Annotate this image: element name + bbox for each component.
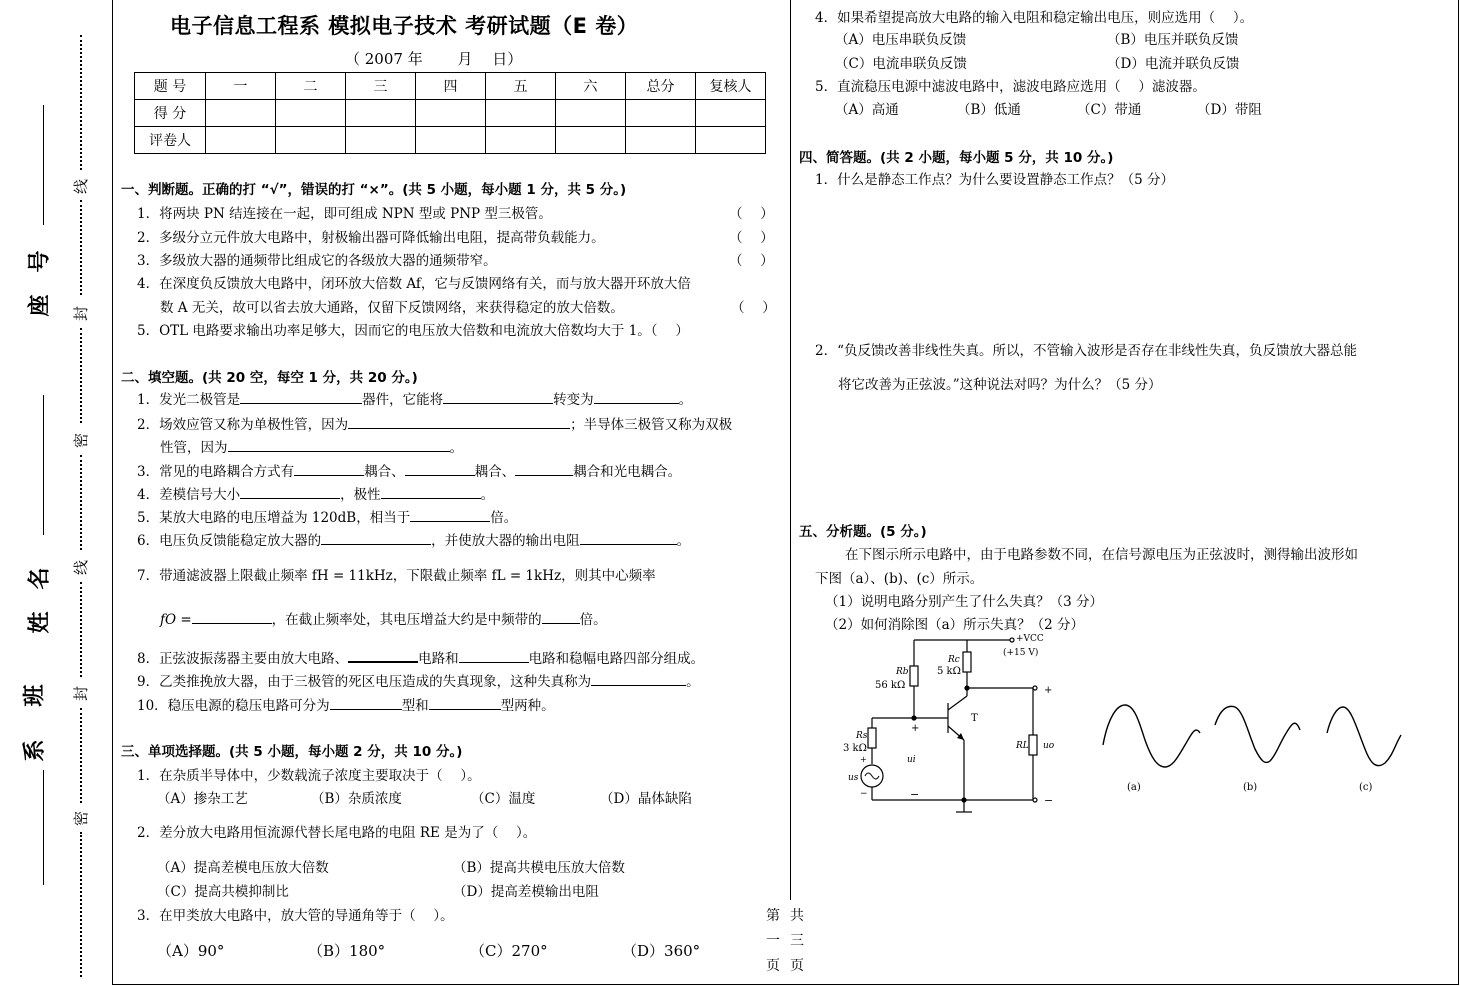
grader-row-label: 评卷人 (135, 127, 206, 154)
score-header-row (135, 73, 766, 100)
score-header-cell: 总分 (626, 73, 696, 100)
binding-secret-mark-1: 密 (72, 432, 91, 449)
dotted-line-3 (80, 328, 82, 423)
s1-q4-line1: 4．在深度负反馈放大电路中，闭环放大倍数 Af，它与反馈网络有关，而与放大器开环放大倍 (137, 276, 691, 292)
score-cell[interactable] (346, 100, 416, 127)
s3-q3: 3．在甲类放大电路中，放大管的导通角等于（ ）。 (137, 908, 454, 924)
page-no-c2-2: 三 (790, 933, 804, 949)
waveform-c (1327, 707, 1401, 766)
circuit-ui-label: ui (907, 755, 916, 765)
score-cell[interactable] (206, 100, 276, 127)
s2-q4-period: 。 (480, 487, 495, 503)
s3-q5: 5．直流稳压电源中滤波电路中，滤波电路应选用（ ）滤波器。 (815, 79, 1206, 95)
s2-q8-text-a: 8．正弦波振荡器主要由放大电路、 (137, 651, 349, 667)
binding-seal-mark-2: 封 (72, 685, 91, 702)
s2-q5-text-a: 5．某放大电路的电压增益为 120dB，相当于 (137, 510, 411, 526)
s1-q5: 5．OTL 电路要求输出功率足够大，因而它的电压放大倍数和电流放大倍数均大于 1。（ ） (137, 323, 689, 339)
s2-q7-text-b: fO = (160, 612, 192, 628)
s2-q3-blank-3[interactable] (515, 461, 573, 476)
s2-q9-period: 。 (686, 674, 700, 690)
score-header-cell: 二 (276, 73, 346, 100)
s5-paragraph-2: 下图（a）、(b)、(c）所示。 (815, 571, 984, 587)
score-header-cell: 一 (206, 73, 276, 100)
s3-q3-opt-c[interactable]: （C）270° (470, 942, 548, 960)
score-cell[interactable] (416, 100, 486, 127)
score-row (135, 100, 766, 127)
circuit-uo-label: uo (1043, 741, 1055, 751)
page-no-c1-2: 一 (766, 933, 780, 949)
binding-line-mark-2: 线 (72, 559, 91, 576)
grader-cell[interactable] (416, 127, 486, 154)
s2-q7-blank-1[interactable] (192, 609, 272, 624)
circuit-uo-minus: − (1044, 794, 1054, 807)
s2-q4-text-a: 4．差模信号大小 (137, 487, 241, 503)
s2-q1-period: 。 (678, 392, 693, 408)
grader-cell[interactable] (276, 127, 346, 154)
s3-q5-opt-d[interactable]: （D）带阻 (1197, 102, 1262, 118)
circuit-ui-plus: + (911, 723, 920, 734)
s3-q3-opt-a[interactable]: （A）90° (157, 942, 225, 960)
grader-cell[interactable] (626, 127, 696, 154)
s2-q4-blank-2[interactable] (381, 484, 481, 499)
s3-q5-opt-b[interactable]: （B）低通 (957, 102, 1021, 118)
s3-q1-opt-d[interactable]: （D）晶体缺陷 (600, 791, 692, 807)
s2-q1-text-c: 转变为 (553, 392, 594, 408)
s1-q1: 1．将两块 PN 结连接在一起，即可组成 NPN 型或 PNP 型三极管。 (137, 206, 552, 222)
circuit-ui-minus: − (910, 788, 920, 801)
dotted-line-top (80, 35, 82, 170)
s2-q1-blank-1[interactable] (240, 389, 362, 404)
score-header-cell: 四 (416, 73, 486, 100)
s4-q1: 1．什么是静态工作点？为什么要设置静态工作点？（5 分） (815, 172, 1174, 188)
circuit-us-minus: − (860, 789, 868, 799)
waveform-b (1215, 706, 1300, 762)
column-divider (790, 0, 791, 900)
binding-secret-mark-2: 密 (72, 810, 91, 827)
s2-q3-text-c: 耦合、 (474, 464, 516, 480)
s2-q6-text-b: ，并使放大器的输出电阻 (431, 533, 580, 549)
circuit-rc-label: Rc (948, 655, 960, 665)
dept-label: 系 (22, 739, 48, 762)
score-header-cell: 六 (556, 73, 626, 100)
s1-q1-answer[interactable]: （ ） (729, 206, 774, 222)
dotted-line-5 (80, 582, 82, 677)
s1-q4-answer[interactable]: （ ） (731, 300, 776, 316)
s3-q3-opt-b[interactable]: （B）180° (308, 942, 386, 960)
s2-q8-blank-2[interactable] (459, 648, 529, 663)
score-header-cell: 五 (486, 73, 556, 100)
s2-q9-blank[interactable] (591, 671, 686, 686)
s2-q8 (137, 647, 704, 667)
score-cell[interactable] (486, 100, 556, 127)
s2-q3-text-b: 耦合、 (364, 464, 405, 480)
s2-q5-text-b: 倍。 (490, 510, 518, 526)
circuit-rc-value: 5 kΩ (937, 666, 961, 677)
s3-q2-opt-a[interactable]: （A）提高差模电压放大倍数 (157, 860, 329, 876)
s3-q1-opt-b[interactable]: （B）杂质浓度 (311, 791, 402, 807)
s3-q2: 2．差分放大电路用恒流源代替长尾电路的电阻 RE 是为了（ ）。 (137, 825, 537, 841)
s2-q3-text-d: 耦合和光电耦合。 (573, 464, 682, 480)
s2-q9-text-a: 9．乙类推挽放大器，由于三极管的死区电压造成的失真现象，这种失真称为 (137, 674, 592, 690)
waveform-a (1103, 705, 1200, 767)
score-cell[interactable] (626, 100, 696, 127)
score-cell[interactable] (556, 100, 626, 127)
dept-underline (43, 770, 44, 885)
s2-q1-text-a: 1．发光二极管是 (137, 392, 241, 408)
section2-title: 二、填空题。(共 20 空，每空 1 分，共 20 分。) (121, 370, 418, 386)
circuit-us-label: us (848, 773, 859, 783)
s2-q2-text-a: 2．场效应管又称为单极性管，因为 (137, 417, 349, 433)
section1-title: 一、判断题。正确的打 “√”，错误的打 “×”。(共 5 小题，每小题 1 分，共 5 分。) (121, 182, 627, 198)
s3-q2-opt-b[interactable]: （B）提高共模电压放大倍数 (453, 860, 625, 876)
s4-q2-line1: 2．“负反馈改善非线性失真。所以，不管输入波形是否存在非线性失真，负反馈放大器总能 (815, 343, 1357, 359)
exam-date: （ 2007 年 月 日） (345, 50, 523, 68)
s2-q2-blank-2[interactable] (228, 437, 450, 452)
section3-title: 三、单项选择题。(共 5 小题，每小题 2 分，共 10 分。) (121, 744, 463, 760)
s2-q6-text-a: 6．电压负反馈能稳定放大器的 (137, 533, 322, 549)
dotted-line-4 (80, 455, 82, 550)
s2-q10-text-a: 10．稳压电源的稳压电路可分为 (137, 698, 330, 714)
s3-q5-opt-c[interactable]: （C）带通 (1077, 102, 1142, 118)
binding-seal-mark-1: 封 (72, 305, 91, 322)
s2-q7-blank-2[interactable] (542, 609, 580, 624)
circuit-uo-plus: + (1044, 685, 1053, 696)
binding-margin (0, 0, 112, 986)
exam-title: 电子信息工程系 模拟电子技术 考研试题（E 卷） (170, 14, 639, 38)
s2-q8-text-b: 电路和 (418, 651, 459, 667)
circuit-rb-value: 56 kΩ (875, 680, 906, 691)
dotted-line-bottom (80, 832, 82, 977)
s1-q2-answer[interactable]: （ ） (729, 230, 774, 246)
name-label: 姓 名 (27, 567, 53, 634)
grader-cell[interactable] (206, 127, 276, 154)
dotted-line-2 (80, 200, 82, 295)
s3-q4-opt-a[interactable]: （A）电压串联负反馈 (835, 32, 967, 48)
score-table (134, 72, 766, 154)
s2-q2-cont (160, 436, 463, 456)
s2-q6 (137, 529, 690, 549)
page-no-c1-3: 页 (766, 958, 780, 974)
circuit-vcc-label: +VCC (1016, 634, 1044, 644)
s2-q10-blank-1[interactable] (330, 695, 402, 710)
score-header-cell: 三 (346, 73, 416, 100)
s3-q2-opt-d[interactable]: （D）提高差模输出电阻 (453, 884, 599, 900)
s3-q4-opt-d[interactable]: （D）电流并联负反馈 (1107, 56, 1240, 72)
grader-cell[interactable] (486, 127, 556, 154)
output-waveforms (1095, 695, 1415, 800)
s3-q4: 4．如果希望提高放大电路的输入电阻和稳定输出电压，则应选用（ ）。 (815, 10, 1254, 26)
s2-q6-period: 。 (676, 533, 691, 549)
s2-q10 (137, 694, 555, 714)
circuit-vcc-value: (+15 V) (1003, 648, 1039, 658)
score-cell[interactable] (276, 100, 346, 127)
score-header-cell: 复核人 (696, 73, 766, 100)
s2-q5 (137, 506, 517, 526)
s1-q2: 2．多级分立元件放大电路中，射极输出器可降低输出电阻，提高带负载能力。 (137, 230, 605, 246)
s2-q3-blank-1[interactable] (294, 461, 364, 476)
page-no-c2-1: 共 (790, 908, 804, 924)
s3-q4-opt-c[interactable]: （C）电流串联负反馈 (835, 56, 967, 72)
s2-q8-text-c: 电路和稳幅电路四部分组成。 (528, 651, 705, 667)
seat-label: 座 号 (27, 250, 53, 317)
grader-row (135, 127, 766, 154)
s3-q1: 1．在杂质半导体中，少数载流子浓度主要取决于（ ）。 (137, 768, 481, 784)
s2-q2-blank-1[interactable] (348, 414, 570, 429)
amplifier-circuit (840, 630, 1070, 820)
waveform-label-b: (b) (1243, 782, 1258, 793)
seat-underline (43, 105, 44, 225)
s3-q2-opt-c[interactable]: （C）提高共模抑制比 (157, 884, 289, 900)
s1-q4-line2: 数 A 无关，故可以省去放大通路，仅留下反馈网络，来获得稳定的放大倍数。 (160, 300, 624, 316)
section4-title: 四、简答题。(共 2 小题，每小题 5 分，共 10 分。) (799, 150, 1114, 166)
s2-q2-text-c: 性管，因为 (160, 440, 228, 456)
s2-q10-blank-2[interactable] (429, 695, 501, 710)
s4-q2-line2: 将它改善为正弦波。”这种说法对吗？为什么？（5 分） (838, 377, 1162, 393)
waveform-label-a: (a) (1127, 782, 1141, 793)
s2-q10-text-b: 型和 (401, 698, 429, 714)
s2-q7-text-d: 倍。 (579, 612, 607, 628)
s2-q6-blank-1[interactable] (321, 530, 431, 545)
s2-q6-blank-2[interactable] (580, 530, 677, 545)
s2-q3 (137, 460, 681, 480)
s5-paragraph-1: 在下图示所示电路中，由于电路参数不同，在信号源电压为正弦波时，测得输出波形如 (845, 547, 1358, 563)
circuit-transistor-label: T (971, 713, 978, 724)
s2-q2 (137, 413, 732, 433)
dotted-line-6 (80, 708, 82, 803)
circuit-rl-label: RL (1016, 741, 1029, 751)
page-no-c2-3: 页 (790, 958, 804, 974)
binding-line-mark-1: 线 (72, 178, 91, 195)
s3-q4-opt-b[interactable]: （B）电压并联负反馈 (1107, 32, 1239, 48)
s2-q4-text-b: ，极性 (340, 487, 381, 503)
score-header-cell: 题 号 (135, 73, 206, 100)
s2-q5-blank[interactable] (410, 507, 490, 522)
s3-q1-opt-a[interactable]: （A）掺杂工艺 (157, 791, 248, 807)
s5-q1: （1）说明电路分别产生了什么失真？（3 分） (825, 594, 1103, 610)
grader-cell[interactable] (556, 127, 626, 154)
name-underline (43, 395, 44, 535)
s1-q3: 3．多级放大器的通频带比组成它的各级放大器的通频带窄。 (137, 253, 497, 269)
s4-q1-answer-area[interactable] (815, 190, 1445, 330)
circuit-rs-value: 3 kΩ (843, 743, 867, 754)
class-label: 班 (22, 684, 48, 707)
s2-q4 (137, 483, 494, 503)
s2-q1-text-b: 器件，它能将 (362, 392, 444, 408)
s2-q3-blank-2[interactable] (405, 461, 475, 476)
page-no-c1-1: 第 (766, 908, 780, 924)
s2-q2-period: 。 (449, 440, 463, 456)
s5-q2: （2）如何消除图（a）所示失真？（2 分） (825, 617, 1085, 633)
s2-q9 (137, 670, 700, 690)
waveform-label-c: (c) (1359, 782, 1373, 793)
grader-cell[interactable] (696, 127, 766, 154)
s2-q8-blank-1[interactable] (348, 647, 418, 663)
s3-q5-opt-a[interactable]: （A）高通 (835, 102, 899, 118)
s2-q2-text-b: ；半导体三极管又称为双极 (570, 417, 733, 433)
s3-q3-opt-d[interactable]: （D）360° (622, 942, 701, 960)
circuit-rb-label: Rb (896, 667, 909, 677)
s4-q2-answer-area[interactable] (815, 398, 1445, 508)
circuit-rs-label: Rs (856, 731, 868, 741)
s2-q7-text-c: ，在截止频率处，其电压增益大约是中频带的 (271, 612, 542, 628)
s2-q7: 7．带通滤波器上限截止频率 fH = 11kHz，下限截止频率 fL = 1kHz，则其中心频率 (137, 568, 656, 584)
section5-title: 五、分析题。(5 分。) (799, 524, 927, 540)
s2-q7-cont (160, 608, 607, 628)
s1-q3-answer[interactable]: （ ） (729, 253, 774, 269)
s2-q1-blank-2[interactable] (443, 389, 553, 404)
s2-q4-blank-1[interactable] (240, 484, 340, 499)
s2-q10-text-c: 型两种。 (500, 698, 555, 714)
s3-q1-opt-c[interactable]: （C）温度 (471, 791, 536, 807)
score-row-label: 得 分 (135, 100, 206, 127)
s2-q1 (137, 388, 692, 408)
score-cell[interactable] (696, 100, 766, 127)
s2-q1-blank-3[interactable] (594, 389, 679, 404)
circuit-us-plus: + (860, 755, 867, 764)
grader-cell[interactable] (346, 127, 416, 154)
s2-q3-text-a: 3．常见的电路耦合方式有 (137, 464, 295, 480)
